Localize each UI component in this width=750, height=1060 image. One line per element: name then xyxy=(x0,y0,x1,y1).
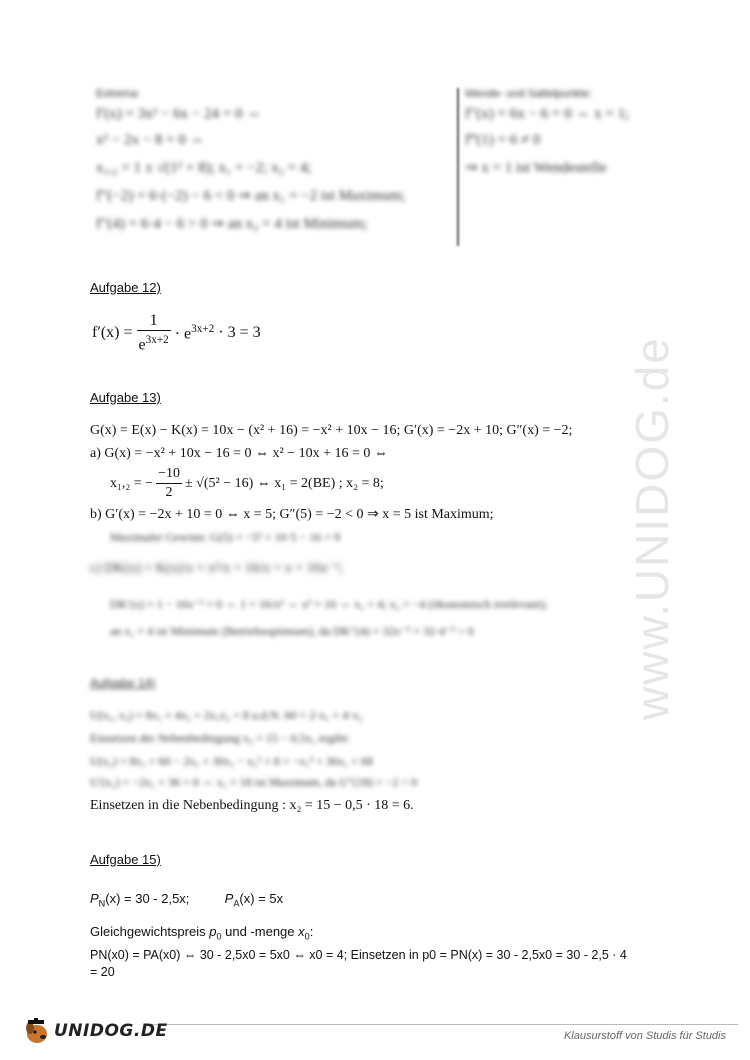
aufgabe-14-heading: Aufgabe 14) xyxy=(90,676,156,690)
a13-frac-num: −10 xyxy=(156,465,182,484)
a13-line3-rhs: ± √(5² − 16) ⇔ x₁ = 2(BE) ; x₂ = 8; xyxy=(184,475,384,491)
wendepunkte-line-2: f‴(1) = 6 ≠ 0 xyxy=(465,132,541,148)
a12-frac-num: 1 xyxy=(137,312,171,331)
wendepunkte-block xyxy=(465,88,629,177)
a13-blur-line-1: Maximaler Gewinn: G(5) = −5² + 10·5 − 16 = 9 xyxy=(110,530,341,544)
extrema-line-5: f″(4) = 6·4 − 6 > 0 ⇒ an x₂ = 4 ist Minimum; xyxy=(96,216,368,232)
wendepunkte-line-1: f″(x) = 6x − 6 = 0 ⇔ x = 1; xyxy=(465,106,630,122)
a14-last-line: Einsetzen in die Nebenbedingung : x₂ = 15 − 0,5 · 18 = 6. xyxy=(90,798,414,813)
a14-blur-line-2: Einsetzen der Nebenbedingung x₂ = 15 − 0,5x₁ ergibt: xyxy=(90,731,350,745)
extrema-title: Extrema: xyxy=(96,88,141,100)
aufgabe-12-formula xyxy=(92,312,261,354)
extrema-line-2: x² − 2x − 8 = 0 ⇔ xyxy=(96,132,205,148)
watermark: www.UNIDOG.de xyxy=(626,336,678,720)
a13-blur-line-4: an x₁ = 4 ist Minimum (Betriebsoptimum), da DK″(4) = 32x⁻³ = 32·4⁻³ > 0 xyxy=(110,624,474,638)
a13-line3-lhs: x₁,₂ = − xyxy=(110,475,154,491)
logo-text: UNIDOG.DE xyxy=(54,1021,168,1041)
a13-line-4: b) G′(x) = −2x + 10 = 0 ⇔ x = 5; G″(5) = −2 < 0 ⇒ x = 5 ist Maximum; xyxy=(90,507,494,522)
a12-frac-den: $e^{3x+2}$ xyxy=(138,334,169,354)
unidog-logo xyxy=(22,1016,168,1046)
a13-frac-den: 2 xyxy=(165,485,173,500)
a12-lhs: f′(x) = xyxy=(92,324,133,342)
wendepunkte-title: Wende- und Sattelpunkte: xyxy=(465,88,592,100)
aufgabe-13-heading: Aufgabe 13) xyxy=(90,390,161,405)
extrema-line-4: f″(−2) = 6·(−2) − 6 < 0 ⇒ an x₁ = −2 ist Maximum; xyxy=(96,188,406,204)
a13-blur-line-2: c) DK(x) = K(x)/x = x²/x + 16/x = x + 16x⁻¹; xyxy=(90,561,344,576)
a12-rhs: · 3 = 3 xyxy=(218,324,261,342)
aufgabe-12-heading: Aufgabe 12) xyxy=(90,280,161,295)
extrema-line-1: f′(x) = 3x² − 6x − 24 = 0 ⇔ xyxy=(96,106,262,122)
a14-blur-line-3: U(x₁) = 8x₁ + 60 − 2x₁ + 30x₁ − x₁² + 8 = −x₁² + 36x₁ + 68 xyxy=(90,754,373,768)
a12-fraction xyxy=(137,312,171,354)
a15-equation-line: PN(x0) = PA(x0) ⇔ 30 - 2,5x0 = 5x0 ⇔ x0 = 4; Einsetzen in p0 = PN(x) = 30 - 2,5x0 = 30 - 2,5 · 4 xyxy=(90,948,627,962)
wendepunkte-line-3: ⇒ x = 1 ist Wendestelle xyxy=(465,160,607,176)
a15-equation-result: = 20 xyxy=(90,965,115,979)
a13-blur-line-3: DK′(x) = 1 − 16x⁻² = 0 ⇔ 1 = 16/x² ⇔ x² = 16 ⇔ x₁ = 4; x₂ = −4 (ökonomisch irrelevant); xyxy=(110,597,548,611)
a12-mid: · $e^{3x+2}$ xyxy=(174,323,215,343)
a15-price-functions: $P_N(x) = 30 - 2,5x$; $P_A(x) = 5x$ xyxy=(90,891,284,909)
a13-fraction xyxy=(156,465,182,502)
aufgabe-15-heading: Aufgabe 15) xyxy=(90,852,161,867)
a15-gleichgewicht-title: Gleichgewichtspreis $p_0$ und -menge $x_0$: xyxy=(90,924,314,942)
footer-divider xyxy=(150,1024,738,1025)
column-divider xyxy=(457,88,459,246)
extrema-block xyxy=(96,88,405,233)
a14-blur-line-4: U′(x₁) = −2x₁ + 36 = 0 ⇔ x₁ = 18 ist Maximum, da U″(18) = −2 < 0 xyxy=(90,775,418,789)
footer-tagline: Klausurstoff von Studis für Studis xyxy=(563,1030,726,1042)
dog-icon xyxy=(22,1016,52,1046)
a14-blur-line-1: U(x₁, x₂) = 8x₁ + 4x₂ + 2x₁x₂ + 8 u.d.N. 60 = 2·x₁ + 4·x₂ xyxy=(90,708,363,722)
a13-line-3 xyxy=(110,465,384,502)
a13-line-1: G(x) = E(x) − K(x) = 10x − (x² + 16) = −x² + 10x − 16; G′(x) = −2x + 10; G″(x) = −2; xyxy=(90,423,573,438)
a13-line-2: a) G(x) = −x² + 10x − 16 = 0 ⇔ x² − 10x + 16 = 0 ⇔ xyxy=(90,446,388,461)
extrema-line-3: x₁,₂ = 1 ± √(1² + 8); x₁ = −2; x₂ = 4; xyxy=(96,160,312,176)
